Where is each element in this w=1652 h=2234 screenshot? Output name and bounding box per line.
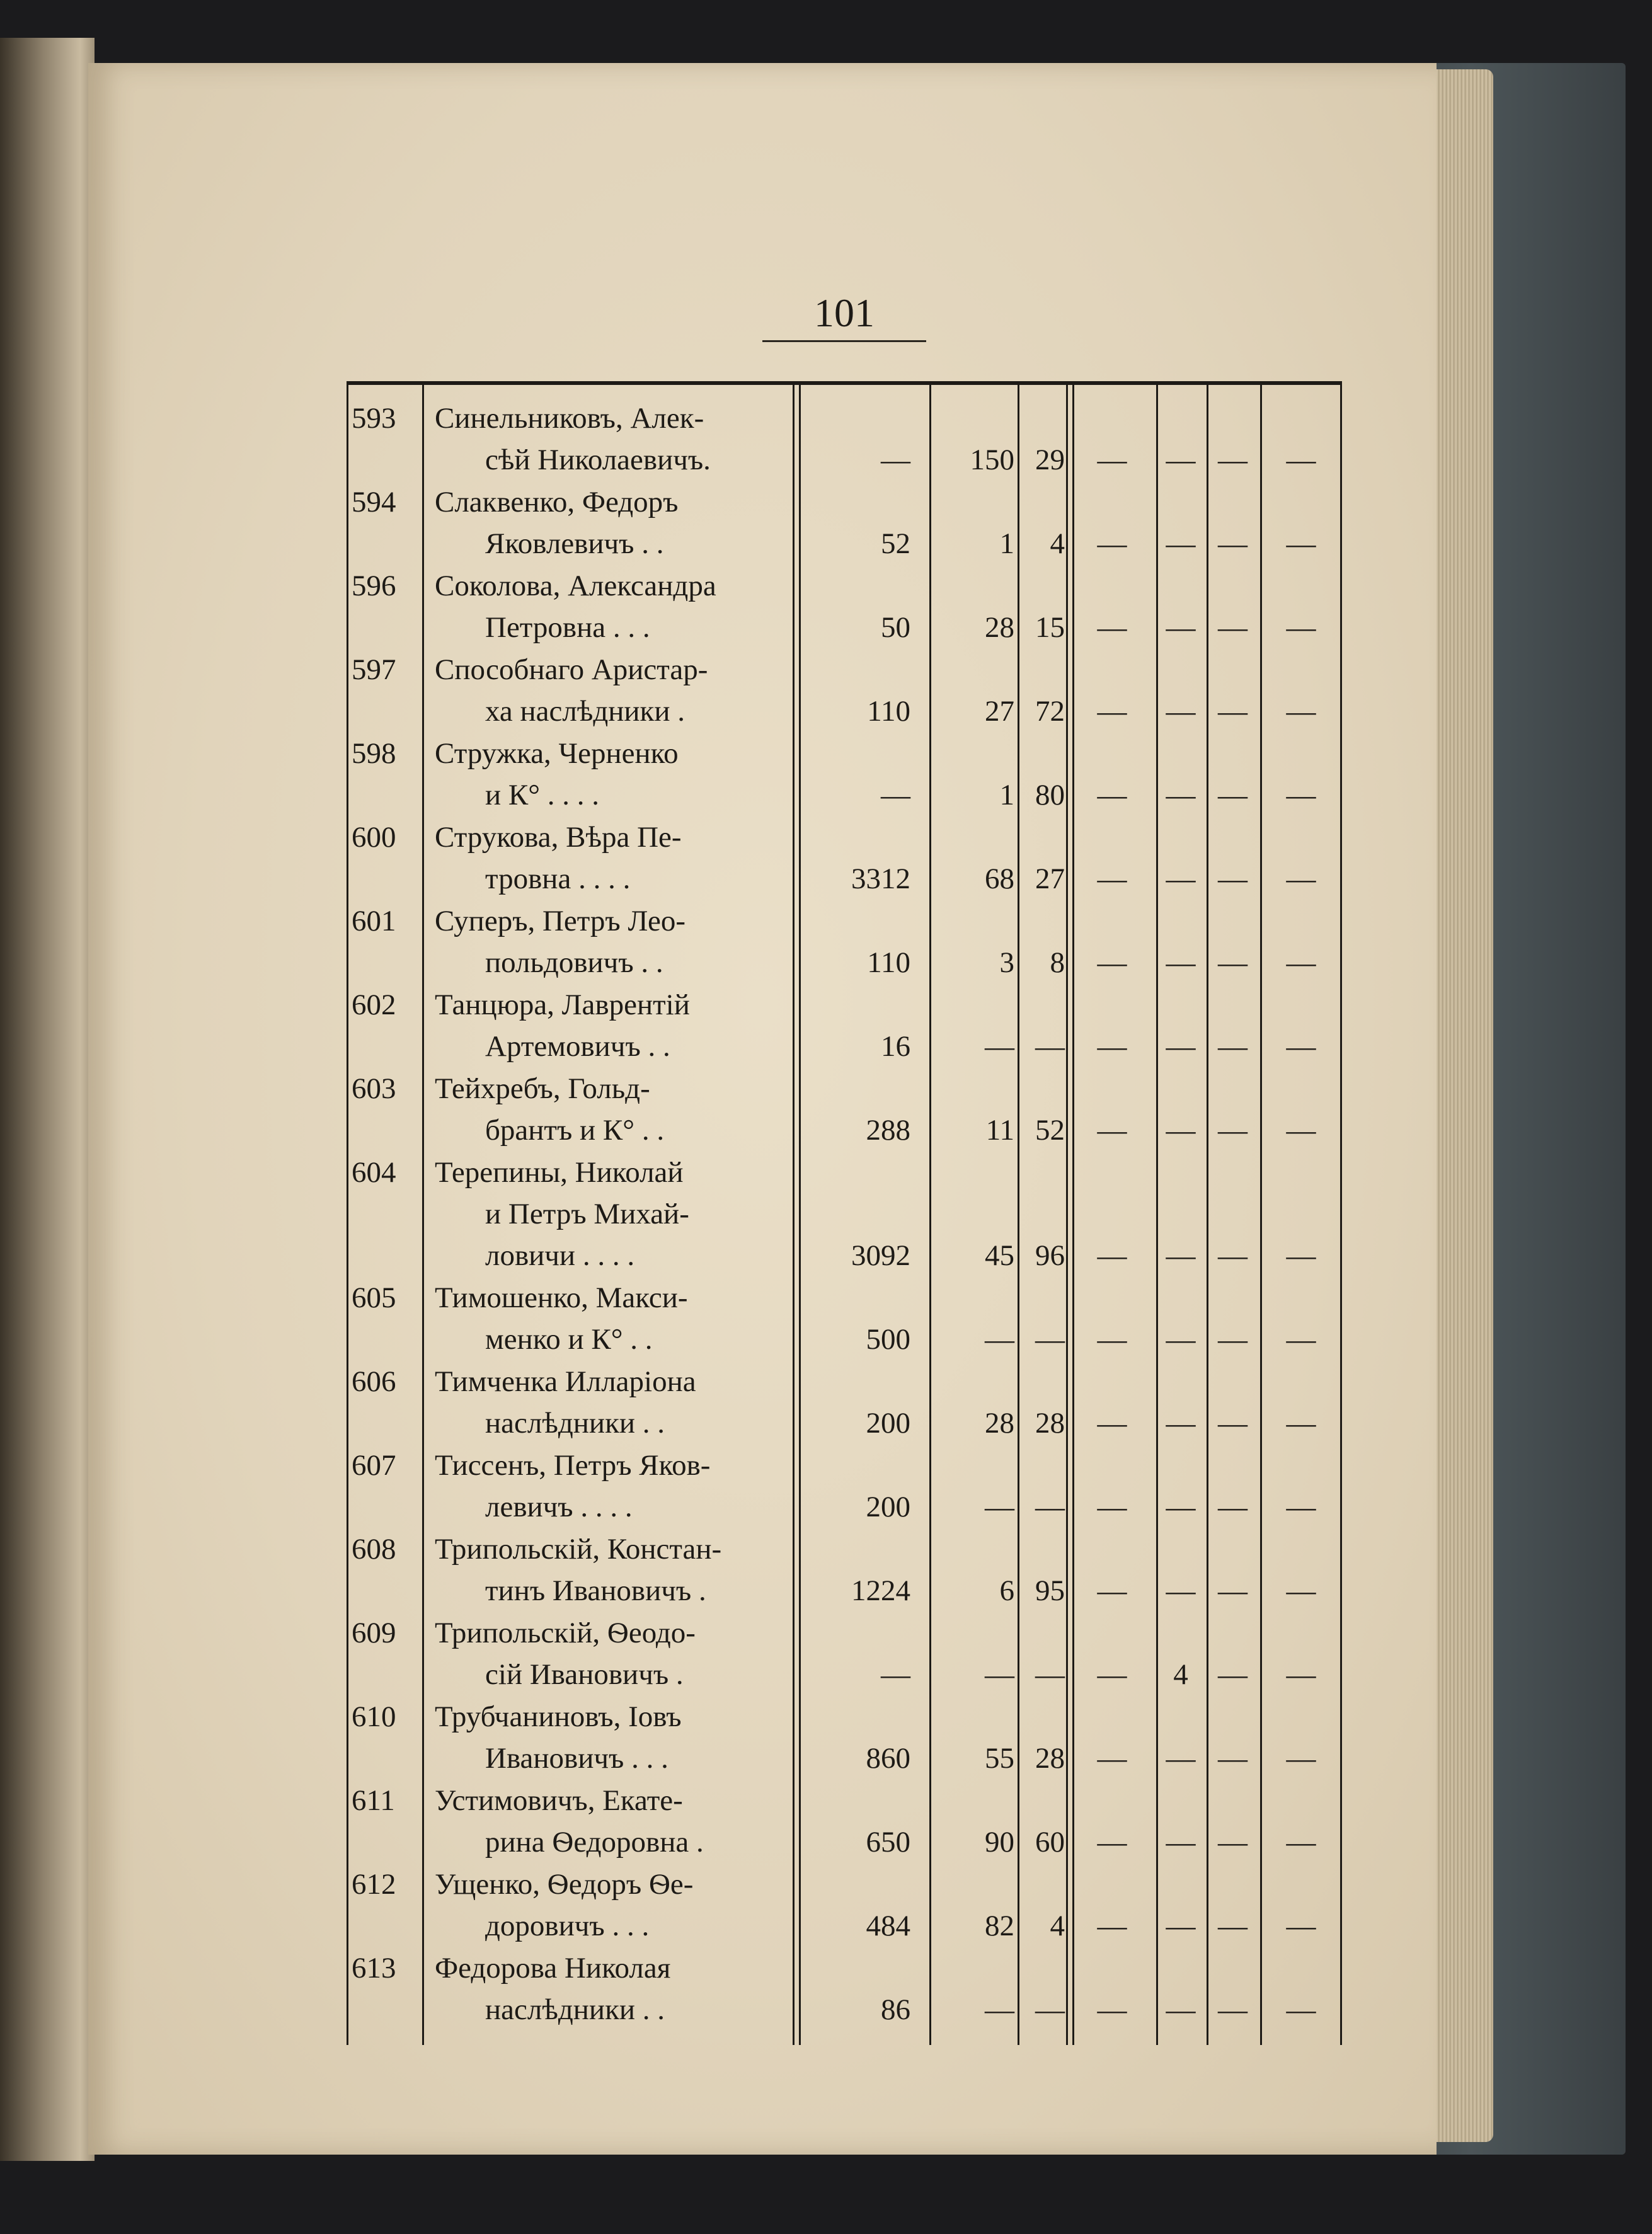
owner-name-line: Трипольскій, Констан- (435, 1533, 722, 1566)
table-row (347, 1947, 1342, 2031)
value-col-extra: — (1286, 1491, 1316, 1523)
value-col-2: 150 (970, 444, 1014, 476)
owner-name-line: Ущенко, Ѳедоръ Ѳе- (435, 1868, 694, 1901)
value-col-1: — (881, 779, 910, 811)
value-col-extra: — (1097, 1407, 1127, 1440)
value-col-extra: — (1166, 946, 1196, 979)
value-col-1: 288 (866, 1114, 910, 1147)
entry-number: 598 (352, 737, 396, 770)
owner-name-line: Петровна . . . (485, 611, 650, 644)
page-number-underline (762, 340, 926, 342)
value-col-extra: — (1218, 1239, 1248, 1272)
table-row (347, 481, 1342, 565)
owner-name-line: польдовичъ . . (485, 946, 663, 979)
entry-number: 603 (352, 1072, 396, 1105)
value-col-extra: — (1097, 527, 1127, 560)
value-col-extra: 4 (1173, 1658, 1188, 1691)
value-col-2: 82 (985, 1910, 1014, 1942)
value-col-extra: — (1097, 1993, 1127, 2026)
value-col-extra: — (1286, 1742, 1316, 1775)
owner-name-line: Устимовичъ, Екате- (435, 1784, 683, 1817)
owner-name-line: сій Ивановичъ . (485, 1658, 684, 1691)
value-col-1: 650 (866, 1826, 910, 1859)
table-row (347, 1780, 1342, 1864)
owner-name-line: Федорова Николая (435, 1952, 671, 1985)
value-col-extra: — (1218, 444, 1248, 476)
value-col-extra: — (1218, 1993, 1248, 2026)
value-col-extra: — (1166, 1993, 1196, 2026)
value-col-extra: — (1218, 1114, 1248, 1147)
value-col-2: 68 (985, 862, 1014, 895)
ledger-table (347, 381, 1342, 2045)
owner-name-line: Тимошенко, Макси- (435, 1281, 688, 1314)
owner-name-line: Соколова, Александра (435, 570, 716, 602)
entry-number: 604 (352, 1156, 396, 1189)
value-col-extra: — (1097, 1658, 1127, 1691)
value-col-extra: — (1286, 611, 1316, 644)
value-col-1: 110 (867, 695, 910, 728)
value-col-3: 72 (1035, 695, 1065, 728)
table-row (347, 1445, 1342, 1528)
value-col-extra: — (1218, 1826, 1248, 1859)
value-col-extra: — (1097, 1114, 1127, 1147)
value-col-3: 4 (1050, 1910, 1065, 1942)
entry-number: 593 (352, 402, 396, 435)
value-col-extra: — (1166, 1030, 1196, 1063)
owner-name-line: Струкова, Вѣра Пе- (435, 821, 682, 854)
value-col-3: 29 (1035, 444, 1065, 476)
value-col-extra: — (1218, 1658, 1248, 1691)
value-col-extra: — (1286, 862, 1316, 895)
owner-name-line: Способнаго Аристар- (435, 653, 708, 686)
value-col-3: 80 (1035, 779, 1065, 811)
value-col-extra: — (1166, 779, 1196, 811)
value-col-3: 52 (1035, 1114, 1065, 1147)
value-col-extra: — (1286, 444, 1316, 476)
owner-name-line: Суперъ, Петръ Лео- (435, 905, 686, 937)
entry-number: 612 (352, 1868, 396, 1901)
owner-name-line: доровичъ . . . (485, 1910, 650, 1942)
value-col-extra: — (1218, 1742, 1248, 1775)
value-col-extra: — (1218, 1407, 1248, 1440)
value-col-extra: — (1166, 862, 1196, 895)
value-col-3: — (1035, 1030, 1065, 1063)
value-col-3: 28 (1035, 1407, 1065, 1440)
value-col-3: 96 (1035, 1239, 1065, 1272)
value-col-extra: — (1097, 1826, 1127, 1859)
value-col-2: 11 (985, 1114, 1014, 1147)
owner-name-line: ха наслѣдники . (485, 695, 685, 728)
value-col-extra: — (1097, 1239, 1127, 1272)
entry-number: 600 (352, 821, 396, 854)
table-row (347, 1277, 1342, 1361)
value-col-1: 484 (866, 1910, 910, 1942)
owner-name-line: Стружка, Черненко (435, 737, 679, 770)
table-row (347, 1068, 1342, 1152)
value-col-extra: — (1166, 1826, 1196, 1859)
book-page (88, 63, 1437, 2155)
table-row (347, 1152, 1342, 1277)
table-row (347, 398, 1342, 481)
previous-page-edge (0, 38, 95, 2161)
entry-number: 597 (352, 653, 396, 686)
value-col-3: — (1035, 1658, 1065, 1691)
table-row (347, 1361, 1342, 1445)
value-col-extra: — (1286, 1574, 1316, 1607)
entry-number: 609 (352, 1617, 396, 1649)
value-col-3: 95 (1035, 1574, 1065, 1607)
value-col-extra: — (1097, 1491, 1127, 1523)
value-col-3: 28 (1035, 1742, 1065, 1775)
value-col-extra: — (1218, 695, 1248, 728)
entry-number: 613 (352, 1952, 396, 1985)
value-col-extra: — (1286, 527, 1316, 560)
value-col-1: 500 (866, 1323, 910, 1356)
value-col-1: 16 (881, 1030, 910, 1063)
value-col-extra: — (1286, 1239, 1316, 1272)
owner-name-line: менко и К° . . (485, 1323, 653, 1356)
value-col-1: 3092 (851, 1239, 910, 1272)
owner-name-line: Ивановичъ . . . (485, 1742, 668, 1775)
value-col-2: 90 (985, 1826, 1014, 1859)
value-col-1: 200 (866, 1491, 910, 1523)
table-row (347, 733, 1342, 816)
value-col-extra: — (1218, 611, 1248, 644)
value-col-extra: — (1166, 1742, 1196, 1775)
value-col-extra: — (1166, 1491, 1196, 1523)
owner-name-line: Трипольскій, Ѳеодо- (435, 1617, 696, 1649)
value-col-1: 110 (867, 946, 910, 979)
owner-name-line: Танцюра, Лаврентій (435, 988, 690, 1021)
value-col-3: 27 (1035, 862, 1065, 895)
value-col-extra: — (1097, 695, 1127, 728)
entry-number: 606 (352, 1365, 396, 1398)
value-col-extra: — (1218, 779, 1248, 811)
entry-number: 611 (352, 1784, 395, 1817)
value-col-1: 52 (881, 527, 910, 560)
owner-name-line: Яковлевичъ . . (485, 527, 664, 560)
value-col-extra: — (1286, 1407, 1316, 1440)
value-col-extra: — (1166, 527, 1196, 560)
value-col-3: 60 (1035, 1826, 1065, 1859)
table-row (347, 984, 1342, 1068)
value-col-extra: — (1166, 1910, 1196, 1942)
table-row (347, 565, 1342, 649)
page-number: 101 (814, 290, 875, 335)
value-col-2: — (985, 1993, 1014, 2026)
owner-name-line: Тимченка Илларіона (435, 1365, 696, 1398)
value-col-2: — (985, 1658, 1014, 1691)
value-col-extra: — (1218, 1574, 1248, 1607)
owner-name-line: Терепины, Николай (435, 1156, 684, 1189)
table-row (347, 816, 1342, 900)
owner-name-line: рина Ѳедоровна . (485, 1826, 704, 1859)
value-col-2: 3 (999, 946, 1014, 979)
value-col-extra: — (1166, 1239, 1196, 1272)
value-col-3: — (1035, 1323, 1065, 1356)
value-col-extra: — (1218, 862, 1248, 895)
owner-name-line: Слаквенко, Федоръ (435, 486, 679, 518)
value-col-extra: — (1097, 862, 1127, 895)
value-col-extra: — (1166, 1407, 1196, 1440)
value-col-extra: — (1286, 946, 1316, 979)
table-row (347, 1696, 1342, 1780)
value-col-3: 8 (1050, 946, 1065, 979)
value-col-extra: — (1218, 1030, 1248, 1063)
value-col-2: 1 (999, 527, 1014, 560)
value-col-extra: — (1286, 1993, 1316, 2026)
entry-number: 594 (352, 486, 396, 518)
value-col-2: 6 (999, 1574, 1014, 1607)
entry-number: 601 (352, 905, 396, 937)
entry-number: 607 (352, 1449, 396, 1482)
value-col-extra: — (1286, 1114, 1316, 1147)
entry-number: 608 (352, 1533, 396, 1566)
value-col-extra: — (1286, 1910, 1316, 1942)
value-col-extra: — (1218, 946, 1248, 979)
value-col-3: — (1035, 1491, 1065, 1523)
value-col-extra: — (1286, 695, 1316, 728)
owner-name-line: наслѣдники . . (485, 1407, 665, 1440)
value-col-extra: — (1097, 1030, 1127, 1063)
value-col-extra: — (1166, 1323, 1196, 1356)
value-col-extra: — (1286, 1826, 1316, 1859)
value-col-1: 86 (881, 1993, 910, 2026)
value-col-extra: — (1286, 1658, 1316, 1691)
value-col-2: 28 (985, 611, 1014, 644)
owner-name-line: Трубчаниновъ, Іовъ (435, 1700, 682, 1733)
owner-name-line: ловичи . . . . (485, 1239, 635, 1272)
value-col-extra: — (1097, 1910, 1127, 1942)
owner-name-line: Тиссенъ, Петръ Яков- (435, 1449, 711, 1482)
value-col-extra: — (1166, 444, 1196, 476)
value-col-extra: — (1097, 779, 1127, 811)
value-col-1: — (881, 1658, 910, 1691)
owner-name-line: тровна . . . . (485, 862, 631, 895)
value-col-2: 1 (999, 779, 1014, 811)
table-row (347, 1528, 1342, 1612)
value-col-extra: — (1218, 527, 1248, 560)
value-col-2: 28 (985, 1407, 1014, 1440)
owner-name-line: левичъ . . . . (485, 1491, 633, 1523)
owner-name-line: и Петръ Михай- (485, 1198, 689, 1230)
value-col-extra: — (1097, 946, 1127, 979)
table-row (347, 1612, 1342, 1696)
value-col-2: — (985, 1491, 1014, 1523)
value-col-2: — (985, 1323, 1014, 1356)
value-col-1: 1224 (851, 1574, 910, 1607)
value-col-1: 3312 (851, 862, 910, 895)
owner-name-line: Артемовичъ . . (485, 1030, 670, 1063)
owner-name-line: Тейхребъ, Гольд- (435, 1072, 650, 1105)
owner-name-line: Синельниковъ, Алек- (435, 402, 704, 435)
owner-name-line: и К° . . . . (485, 779, 600, 811)
owner-name-line: сѣй Николаевичъ. (485, 444, 711, 476)
value-col-extra: — (1166, 1114, 1196, 1147)
owner-name-line: тинъ Ивановичъ . (485, 1574, 706, 1607)
value-col-extra: — (1218, 1491, 1248, 1523)
value-col-extra: — (1166, 1574, 1196, 1607)
value-col-extra: — (1097, 1323, 1127, 1356)
owner-name-line: наслѣдники . . (485, 1993, 665, 2026)
entry-number: 596 (352, 570, 396, 602)
value-col-extra: — (1097, 444, 1127, 476)
value-col-2: 27 (985, 695, 1014, 728)
value-col-2: 45 (985, 1239, 1014, 1272)
value-col-extra: — (1286, 779, 1316, 811)
value-col-extra: — (1218, 1323, 1248, 1356)
table-row (347, 1864, 1342, 1947)
value-col-extra: — (1286, 1323, 1316, 1356)
value-col-extra: — (1166, 611, 1196, 644)
entry-number: 610 (352, 1700, 396, 1733)
entry-number: 602 (352, 988, 396, 1021)
value-col-extra: — (1166, 695, 1196, 728)
value-col-3: — (1035, 1993, 1065, 2026)
value-col-3: 15 (1035, 611, 1065, 644)
value-col-extra: — (1097, 611, 1127, 644)
value-col-1: 860 (866, 1742, 910, 1775)
entry-number: 605 (352, 1281, 396, 1314)
value-col-extra: — (1218, 1910, 1248, 1942)
value-col-1: — (881, 444, 910, 476)
value-col-1: 50 (881, 611, 910, 644)
value-col-2: — (985, 1030, 1014, 1063)
value-col-1: 200 (866, 1407, 910, 1440)
value-col-extra: — (1097, 1742, 1127, 1775)
value-col-3: 4 (1050, 527, 1065, 560)
value-col-2: 55 (985, 1742, 1014, 1775)
table-row (347, 900, 1342, 984)
value-col-extra: — (1286, 1030, 1316, 1063)
owner-name-line: брантъ и К° . . (485, 1114, 665, 1147)
value-col-extra: — (1097, 1574, 1127, 1607)
table-row (347, 649, 1342, 733)
